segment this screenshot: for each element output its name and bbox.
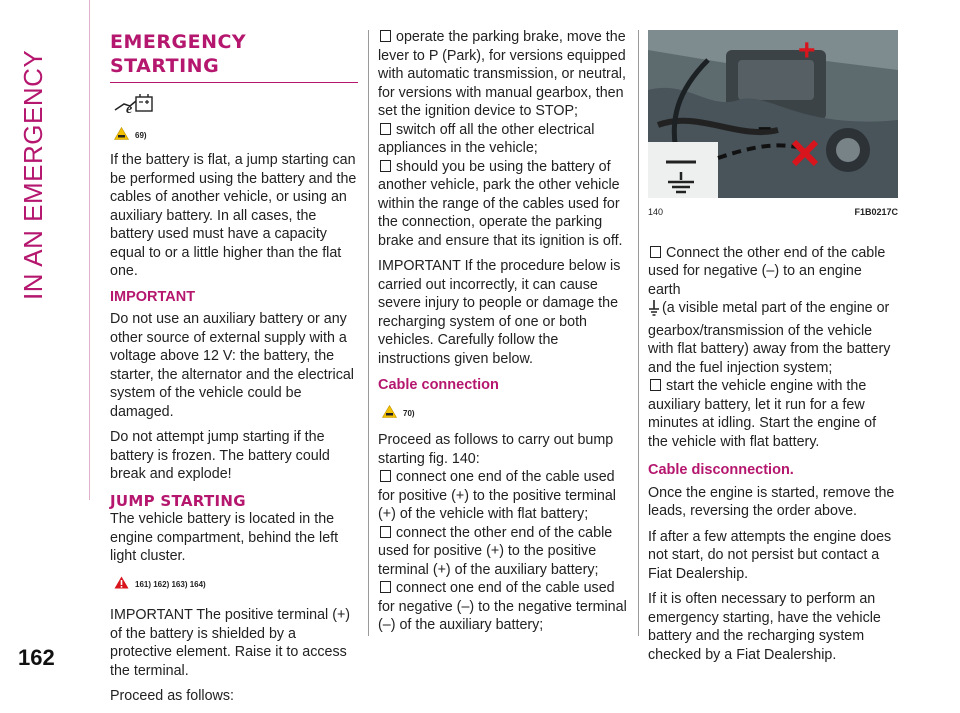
figure-number: 140 <box>648 207 664 217</box>
checkbox-icon <box>650 246 661 258</box>
checkbox-icon <box>380 160 391 172</box>
list-item: start the vehicle engine with the auxiliary battery, let it run for a few minutes at idling. Start the engine of the vehicle with flat battery. <box>648 378 877 450</box>
checkbox-icon <box>380 30 391 42</box>
jump-starting-heading: JUMP STARTING <box>110 491 246 510</box>
warning-triangle-icon <box>382 405 397 424</box>
list-item: should you be using the battery of another vehicle, park the other vehicle within the range of the cables used for the connection, operate the parking brake and ensure that its ignition is off. <box>378 158 623 249</box>
list-item: switch off all the other electrical appliances in the vehicle; <box>378 121 595 156</box>
warning-ref <box>382 405 628 424</box>
start-booster-icon <box>112 93 358 121</box>
intro-paragraph: If the battery is flat, a jump starting can be performed using the battery and the cables of another vehicle, or using an auxiliary battery. In all cases, the battery used must have a capacity equal to or a little higher than the flat one. <box>110 152 357 279</box>
cable-connection-heading: Cable connection <box>378 377 499 393</box>
page-number: 162 <box>18 645 55 670</box>
warning-ref-number: 70) <box>403 408 415 418</box>
figure-engine-photo <box>648 30 898 198</box>
disconnection-paragraph: If after a few attempts the engine does not start, do not persist but contact a Fiat Dealership. <box>648 528 892 582</box>
section-heading-line1: EMERGENCY <box>110 31 247 53</box>
important-heading: IMPORTANT <box>110 288 196 305</box>
jump-paragraph: The vehicle battery is located in the engine compartment, behind the left light cluster. <box>110 511 339 564</box>
danger-ref <box>114 576 358 595</box>
disconnection-paragraph: If it is often necessary to perform an emergency starting, have the vehicle battery and the recharging system checked by a Fiat Dealership. <box>648 591 881 663</box>
checkbox-icon <box>380 470 391 482</box>
checkbox-icon <box>380 123 391 135</box>
column-3 <box>648 22 898 671</box>
jump-paragraph: Proceed as follows: <box>110 688 234 704</box>
disconnection-paragraph: Once the engine is started, remove the leads, reversing the order above. <box>648 484 895 519</box>
important-paragraph: Do not use an auxiliary battery or any other source of external supply with a voltage above 12 V: the battery, the starter, the alternator and the electrical system of the vehicle could be damaged. <box>110 311 354 420</box>
list-item: Connect the other end of the cable used for negative (–) to an engine earth (a visible metal part of the engine or gearbox/transmission of the vehicle with flat battery) away from the battery and the fuel injection system; <box>648 244 891 376</box>
earth-ground-icon <box>648 300 660 322</box>
figure-minus-label: – <box>758 114 772 141</box>
heading-rule <box>110 82 358 83</box>
column-divider <box>638 30 639 636</box>
section-heading-line2: STARTING <box>110 55 220 77</box>
column-2 <box>378 28 628 635</box>
side-divider <box>89 0 90 500</box>
warning-ref-number: 69) <box>135 130 147 140</box>
checkbox-icon <box>650 379 661 391</box>
warning-ref <box>114 127 358 146</box>
important-paragraph: Do not attempt jump starting if the battery is frozen. The battery could break and explode! <box>110 429 330 482</box>
engine-illustration <box>648 30 898 198</box>
jump-paragraph: IMPORTANT The positive terminal (+) of the battery is shielded by a protective element. Raise it to access the terminal. <box>110 607 351 679</box>
figure-plus-label: + <box>798 34 816 67</box>
list-item: connect one end of the cable used for negative (–) to the negative terminal (–) of the auxiliary battery; <box>378 580 627 633</box>
checkbox-icon <box>380 526 391 538</box>
cable-disconnection-heading: Cable disconnection. <box>648 462 794 478</box>
list-item: operate the parking brake, move the lever to P (Park), for versions equipped with automatic transmission, or neutral, for versions with manual gearbox, then set the ignition device to STOP; <box>378 29 626 119</box>
side-tab <box>0 0 90 678</box>
column-divider <box>368 30 369 636</box>
proceed-text: Proceed as follows to carry out bump starting fig. 140: <box>378 432 614 467</box>
important-paragraph: IMPORTANT If the procedure below is carried out incorrectly, it can cause severe injury to people or damage the recharging system of one or both vehicles. Carefully follow the instructions given below. <box>378 258 621 367</box>
section-title: IN AN EMERGENCY <box>18 49 48 300</box>
figure-caption <box>648 203 898 222</box>
svg-text:e: e <box>126 102 133 115</box>
figure-code: F1B0217C <box>854 207 898 217</box>
danger-triangle-icon <box>114 576 129 595</box>
column-1 <box>110 28 358 713</box>
list-item: connect one end of the cable used for positive (+) to the positive terminal (+) of the vehicle with flat battery; <box>378 469 616 522</box>
checkbox-icon <box>380 581 391 593</box>
danger-ref-numbers: 161) 162) 163) 164) <box>135 579 206 589</box>
warning-triangle-icon <box>114 127 129 146</box>
list-item: connect the other end of the cable used for positive (+) to the positive terminal (+) of the auxiliary battery; <box>378 524 613 578</box>
